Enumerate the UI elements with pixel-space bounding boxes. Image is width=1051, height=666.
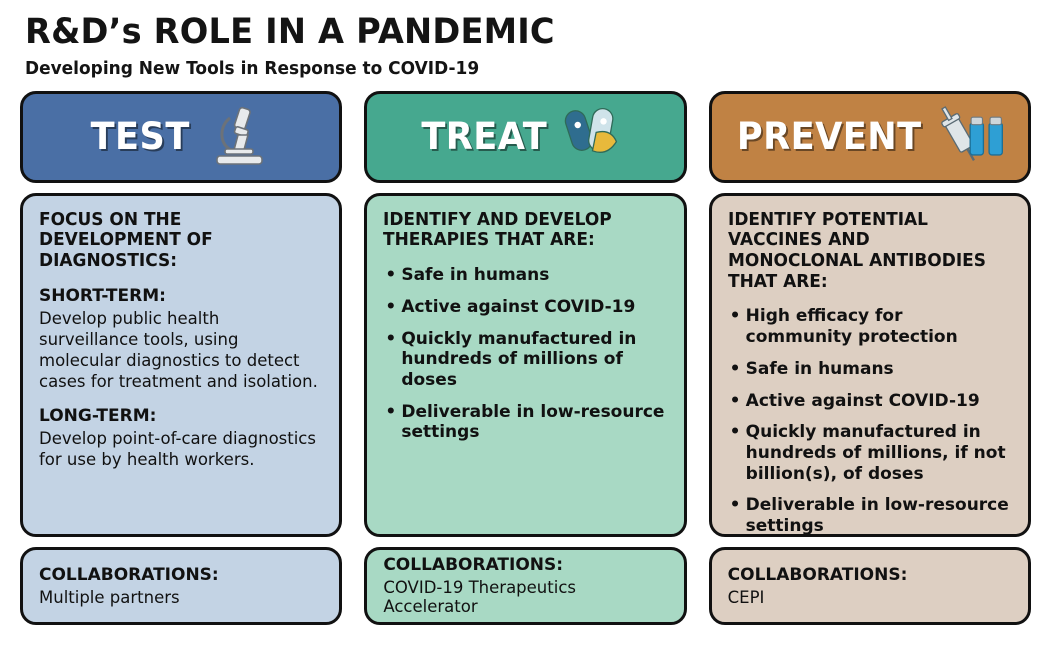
collaborations-prevent [709, 547, 1031, 625]
card-heading-prevent: IDENTIFY POTENTIAL VACCINES AND MONOCLONAL ANTIBODIES THAT ARE: [727, 209, 986, 292]
column-treat [364, 91, 686, 625]
collaborations-text-prevent: CEPI [727, 587, 765, 607]
sub-heading-long-term: LONG-TERM: [39, 406, 157, 427]
list-item: • High efficacy for community protection [728, 306, 1012, 347]
bullet-list-treat [383, 265, 667, 443]
banner-prevent [709, 91, 1031, 183]
column-prevent [709, 91, 1031, 625]
para-long-term: Develop point-of-care diagnostics for use by health workers. [39, 429, 316, 470]
list-item: • Quickly manufactured in hundreds of millions of doses [383, 329, 667, 391]
banner-label-test: TEST [90, 115, 190, 159]
collaborations-text-treat: COVID-19 Therapeutics Accelerator [383, 578, 576, 617]
header [25, 14, 1031, 79]
collaborations-title-test: COLLABORATIONS: [39, 564, 219, 585]
list-item: • Deliverable in low-resource settings [383, 402, 667, 443]
card-treat [364, 193, 686, 537]
card-heading-treat: IDENTIFY AND DEVELOP THERAPIES THAT ARE: [383, 209, 613, 251]
card-test [20, 193, 342, 537]
syringe-vaccine-vials-icon [938, 102, 1008, 172]
column-test [20, 91, 342, 625]
card-heading-test: FOCUS ON THE DEVELOPMENT OF DIAGNOSTICS: [39, 209, 213, 272]
para-short-term: Develop public health surveillance tools, using molecular diagnostics to detect cases for treatment and isolation. [39, 308, 318, 391]
pills-capsule-icon [563, 102, 633, 172]
banner-label-prevent: PREVENT [736, 115, 922, 159]
page-title: R&D’s ROLE IN A PANDEMIC [25, 12, 555, 52]
banner-label-treat: TREAT [421, 115, 548, 159]
list-item: • Safe in humans [728, 359, 1012, 380]
card-prevent [709, 193, 1031, 537]
list-item: • Quickly manufactured in hundreds of millions, if not billion(s), of doses [728, 422, 1012, 484]
banner-test [20, 91, 342, 183]
list-item: • Safe in humans [383, 265, 667, 286]
bullet-list-prevent [728, 306, 1012, 537]
microscope-icon [204, 102, 274, 172]
columns-container [20, 91, 1031, 625]
list-item: • Deliverable in low-resource settings [728, 495, 1012, 536]
collaborations-title-treat: COLLABORATIONS: [383, 555, 564, 576]
sub-heading-short-term: SHORT-TERM: [39, 285, 166, 306]
page-subtitle: Developing New Tools in Response to COVID-19 [25, 58, 480, 79]
list-item: • Active against COVID-19 [383, 297, 667, 318]
collaborations-test [20, 547, 342, 625]
collaborations-text-test: Multiple partners [39, 587, 180, 607]
collaborations-treat [364, 547, 686, 625]
banner-treat [364, 91, 686, 183]
collaborations-title-prevent: COLLABORATIONS: [727, 564, 908, 585]
list-item: • Active against COVID-19 [728, 391, 1012, 412]
